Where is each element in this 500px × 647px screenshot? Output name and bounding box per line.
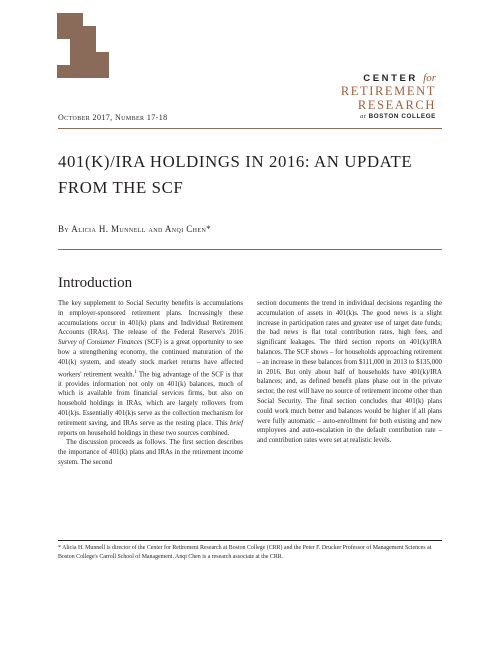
logo-mosaic: [57, 13, 111, 84]
logo-line-center: CENTER for: [363, 72, 436, 84]
header-rule: [58, 128, 442, 129]
text-column-left: [58, 299, 243, 468]
paragraph: section documents the trend in individual decisions regarding the accumulation of assets in 401(k)s. The good news is a slight increase in participation rates and greater use of target date funds; the bad news is flat total contribution rates, high fees, and significant leakages. The third section reports on 401(k)/IRA balances. The SCF shows – for households approaching retirement – an increase in these balances from $111,000 in 2013 to $135,000 in 2016. But only about half of households have 401(k)/IRA balances; and, as defined benefit plans phase out in the private sector, the rest will have no source of retirement income other than Social Security. The final section concludes that 401(k) plans could work much better and balances would be higher if all plans were fully automatic – auto-enrollment for both existing and new employees and auto-escalation in the default contribution rate – and contribution rates were set at realistic levels.: [257, 300, 442, 445]
paragraph: The discussion proceeds as follows. The first section describes the importance of 401(k) plans and IRAs in the retirement income system. The second: [58, 439, 243, 467]
page-title: 401(K)/IRA HOLDINGS IN 2016: AN UPDATE FROM THE SCF: [58, 152, 413, 197]
crr-logo: [316, 72, 436, 120]
logo-line-boston-college: at BOSTON COLLEGE: [360, 113, 436, 120]
text-column-right: [257, 299, 442, 446]
paragraph: The key supplement to Social Security benefits is accumulations in employer-sponsored retirement plans. Increasingly these accumulations occur in 401(k) plans and Individual Retirement Accounts (IRAs). The release of the Federal Reserve's 2016 Survey of Consumer Finances (SCF) is a great opportunity to see how a strengthening economy, the continued maturation of the 401(k) system, and steady stock market returns have affected workers' retirement wealth.$^1$ The big advantage of the SCF is that it provides information not only on 401(k) balances, much of which is available from financial services firms, but also on household holdings in IRAs, which are largely rollovers from 401(k)s. Essentially 401(k)s serve as the collection mechanism for retirement saving, and IRAs serve as the resting place. This brief reports on household holdings in these two sources combined.: [58, 300, 244, 437]
author-footnote: * Alicia H. Munnell is director of the Center for Retirement Research at Boston College (CRR) and the Peter F. Drucker Professor of Management Sciences at Boston College's Carroll School of Management. Anqi Chen is a research associate at the CRR.: [58, 545, 432, 560]
logo-line-retirement: RETIREMENT: [340, 84, 436, 98]
byline: By Alicia H. Munnell and Anqi Chen*: [58, 224, 212, 234]
footnote-rule: [58, 540, 442, 541]
issue-date: October 2017, Number 17-18: [58, 113, 168, 122]
logo-line-research: RESEARCH: [357, 98, 436, 112]
byline-rule: [58, 249, 442, 250]
section-heading: Introduction: [58, 275, 133, 291]
